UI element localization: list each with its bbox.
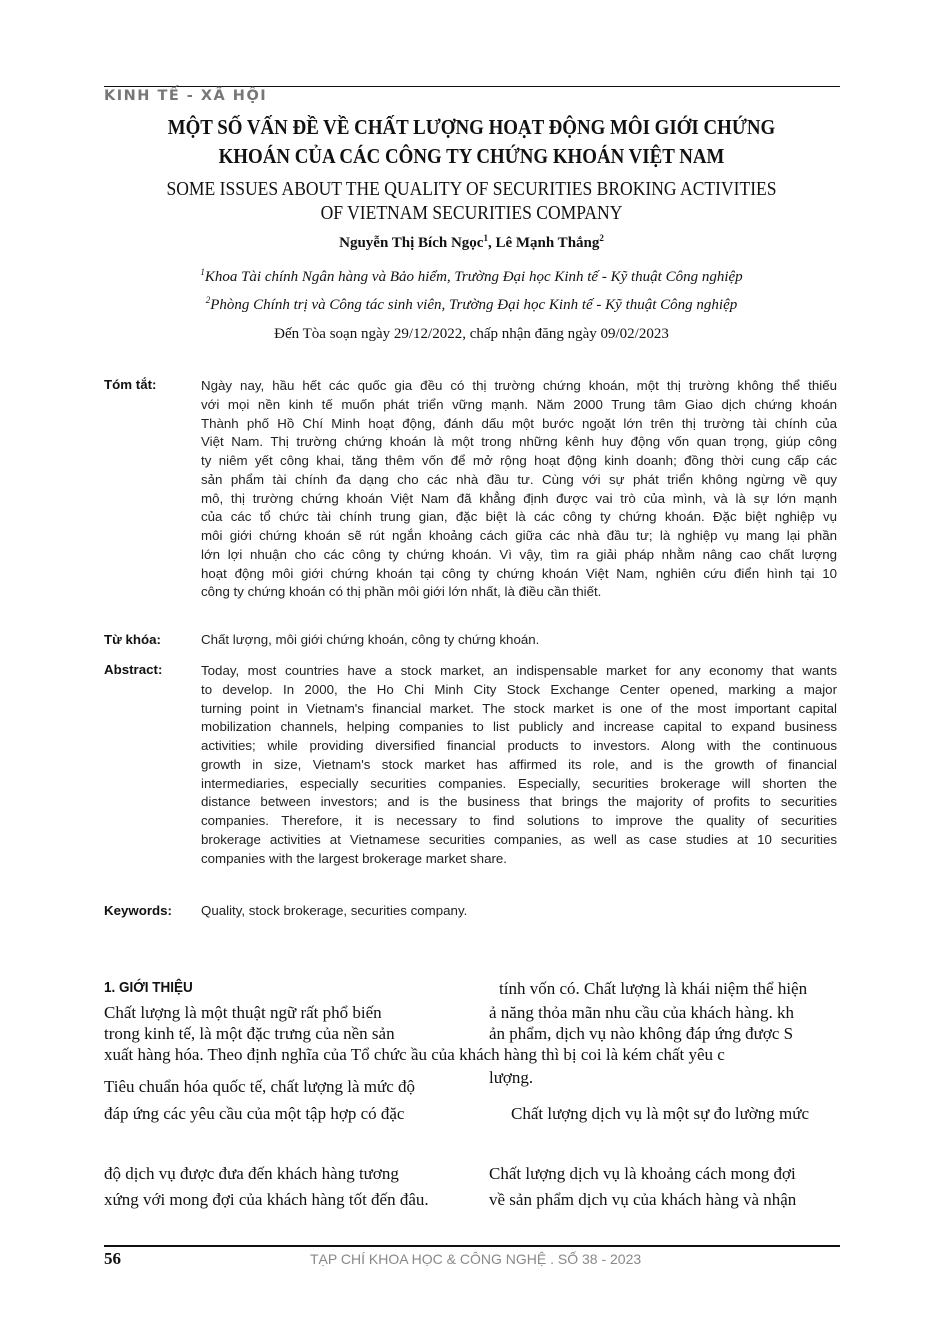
summary-line: Việt Nam. Thị trường chứng khoán là một trong những kênh huy động vốn quan trọng, giúp công bbox=[201, 434, 837, 450]
abstract-line: brokerage activities at Vietnamese securities companies, as well as case studies at 10 securities bbox=[201, 831, 837, 847]
affiliation-1 bbox=[0, 267, 943, 286]
body-right-line: về sản phẩm dịch vụ của khách hàng và nhận bbox=[489, 1190, 797, 1209]
abstract-line: to develop. In 2000, the Ho Chi Minh City Stock Exchange Center opened, marking a major bbox=[201, 681, 837, 697]
keywords-vi-text: Chất lượng, môi giới chứng khoán, công ty chứng khoán. bbox=[201, 632, 540, 647]
author-2: Lê Mạnh Thắng bbox=[495, 235, 600, 251]
abstract-line: Today, most countries have a stock market, an indispensable market for any economy that wants bbox=[201, 663, 837, 678]
body-right-line: ản phẩm, dịch vụ nào không đáp ứng được S bbox=[489, 1024, 794, 1043]
header-rule bbox=[104, 86, 840, 87]
summary-label: Tóm tắt: bbox=[104, 377, 157, 392]
abstract-line: mobilization channels, helping companies to list publicly and increase capital to expand business bbox=[201, 719, 837, 735]
body-right-line: Chất lượng dịch vụ là khoảng cách mong đợi bbox=[489, 1164, 796, 1183]
summary-line: Ngày nay, hầu hết các quốc gia đều có thị trường chứng khoán, một thị trường không thể thiếu bbox=[201, 378, 837, 393]
abstract-line: distance between investors; and is the business that brings the majority of profits to securities bbox=[201, 794, 837, 810]
body-left-line: xứng với mong đợi của khách hàng tốt đến đâu. bbox=[104, 1190, 429, 1209]
abstract-line: intermediaries, especially securities companies. Especially, securities brokerage will shorten the bbox=[201, 775, 837, 791]
abstract-line: turning point in Vietnam's financial market. The stock market is one of the most important capital bbox=[201, 700, 837, 716]
abstract-line: growth in size, Vietnam's stock market has affirmed its role, and is the growth of financial bbox=[201, 756, 837, 772]
author-1-sup: 1 bbox=[483, 233, 488, 243]
abstract-text bbox=[201, 662, 837, 868]
keywords-en-label: Keywords: bbox=[104, 903, 172, 918]
journal-name: TẠP CHÍ KHOA HỌC & CÔNG NGHỆ . SỐ 38 - 2023 bbox=[310, 1251, 642, 1267]
title-en-line2: OF VIETNAM SECURITIES COMPANY bbox=[320, 203, 623, 224]
authors bbox=[0, 233, 943, 252]
body-right-line: ả năng thỏa mãn nhu cầu của khách hàng. kh bbox=[489, 1003, 794, 1022]
summary-line: công ty chứng khoán có thị phần môi giới lớn nhất, là điều cần thiết. bbox=[201, 584, 602, 600]
author-2-sup: 2 bbox=[599, 233, 604, 243]
affiliation-2-text: Phòng Chính trị và Công tác sinh viên, Trường Đại học Kinh tế - Kỹ thuật Công nghiệp bbox=[210, 297, 738, 313]
affiliation-1-sup: 1 bbox=[200, 267, 205, 277]
footer-rule bbox=[104, 1245, 840, 1247]
body-left-line: xuất hàng hóa. Theo định nghĩa của Tổ chức ầu của khách hàng thì bị coi là kém chất yêu c bbox=[104, 1045, 725, 1064]
summary-line: môi giới chứng khoán sẽ rút ngắn khoảng cách giữa các nhà đầu tư; là nghiệp vụ mang lại phần bbox=[201, 528, 837, 543]
author-sep: , bbox=[487, 235, 496, 251]
body-right-line: tính vốn có. Chất lượng là khái niệm thể hiện bbox=[499, 979, 808, 998]
page-number: 56 bbox=[104, 1249, 121, 1268]
summary-line: ty niêm yết công khai, tăng thêm vốn để mở rộng hoạt động kinh doanh; đồng thời cung cấp các bbox=[201, 453, 837, 468]
body-left-line: độ dịch vụ được đưa đến khách hàng tương bbox=[104, 1164, 399, 1183]
body-left-line: Tiêu chuẩn hóa quốc tế, chất lượng là mức độ bbox=[104, 1077, 415, 1096]
body-left-line: đáp ứng các yêu cầu của một tập hợp có đặc bbox=[104, 1104, 405, 1123]
abstract-line: companies. Therefore, it is necessary to find solutions to improve the quality of securities bbox=[201, 813, 837, 828]
title-vi-line1: MỘT SỐ VẤN ĐỀ VỀ CHẤT LƯỢNG HOẠT ĐỘNG MÔI GIỚI CHỨNG bbox=[167, 115, 776, 139]
body-right-line: lượng. bbox=[489, 1068, 534, 1087]
summary-line: hoạt động môi giới chứng khoán tại công ty chứng khoán Việt Nam, nghiên cứu điển hình tại 10 bbox=[201, 565, 837, 581]
summary-line: lớn lợi nhuận cho các công ty chứng khoán. Vì vậy, tìm ra giải pháp nhằm nâng cao chất lượng bbox=[201, 546, 837, 562]
summary-line: Thành phố Hồ Chí Minh hoạt động, đánh dấu một bước ngoặt lớn trên thị trường tài chính của bbox=[201, 415, 837, 431]
title-en-line1: SOME ISSUES ABOUT THE QUALITY OF SECURITIES BROKING ACTIVITIES bbox=[166, 179, 777, 200]
summary-text bbox=[201, 377, 837, 602]
body-right-line: Chất lượng dịch vụ là một sự đo lường mức bbox=[511, 1104, 810, 1123]
author-1: Nguyễn Thị Bích Ngọc bbox=[339, 235, 484, 251]
section-heading-intro: 1. GIỚI THIỆU bbox=[104, 979, 193, 996]
body-left-line: trong kinh tế, là một đặc trưng của nền sản bbox=[104, 1024, 395, 1043]
affiliation-2-sup: 2 bbox=[205, 295, 211, 305]
summary-line: với mọi nền kinh tế muốn phát triển vững mạnh. Năm 2000 Trung tâm Giao dịch chứng khoán bbox=[201, 396, 837, 412]
abstract-line: companies with the largest brokerage market share. bbox=[201, 850, 507, 866]
received-date: Đến Tòa soạn ngày 29/12/2022, chấp nhận đăng ngày 09/02/2023 bbox=[274, 326, 669, 342]
summary-line: mô, thị trường chứng khoán Việt Nam đã khẳng định được vai trò của mình, và là sự lớn mạnh bbox=[201, 490, 837, 506]
section-label: KINH TẾ - XÃ HỘI bbox=[104, 88, 268, 104]
body-left-line: Chất lượng là một thuật ngữ rất phổ biến bbox=[104, 1003, 382, 1022]
abstract-line: activities; while providing diversified financial products to investors. Along with the continuous bbox=[201, 738, 837, 753]
affiliation-1-text: Khoa Tài chính Ngân hàng và Bảo hiểm, Trường Đại học Kinh tế - Kỹ thuật Công nghiệp bbox=[204, 269, 743, 285]
keywords-en-text: Quality, stock brokerage, securities company. bbox=[201, 903, 468, 918]
summary-line: của các tổ chức tài chính trung gian, đặc biệt là các công ty chứng khoán. Đặc biệt nghiệp vụ bbox=[201, 509, 837, 525]
keywords-vi-label: Từ khóa: bbox=[104, 632, 161, 647]
abstract-label: Abstract: bbox=[104, 662, 163, 677]
summary-line: sản phẩm tài chính đa dạng cho các nhà đầu tư. Cùng với sự phát triển không ngừng về quy bbox=[201, 471, 837, 487]
title-vi-line2: KHOÁN CỦA CÁC CÔNG TY CHỨNG KHOÁN VIỆT NAM bbox=[218, 144, 725, 168]
affiliation-2 bbox=[0, 295, 943, 314]
